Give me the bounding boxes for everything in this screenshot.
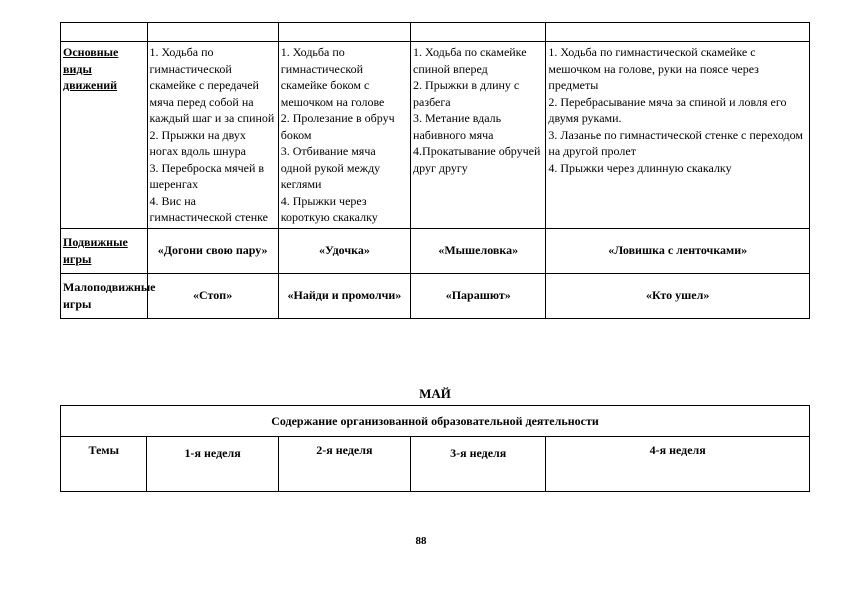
movement-item: 3. Переброска мячей в шеренгах [149,160,265,191]
movements-week-4 [546,42,810,229]
active-game-week-2: «Удочка» [278,228,410,273]
movement-item: 2. Прыжки на двух ногах вдоль шнура [149,127,246,158]
low-game-week-3: «Парашют» [411,273,546,318]
low-games-label: Малоподвижные игры [61,273,148,318]
empty-cell [61,23,148,42]
month-title: МАЙ [419,386,451,401]
movements-week-3 [411,42,546,229]
week-3-header: 3-я неделя [411,437,546,492]
movements-label: Основные виды движений [61,42,148,229]
movement-item: 4. Прыжки через короткую скакалку [280,193,378,224]
active-game-week-4: «Ловишка с ленточками» [546,228,810,273]
movement-item: 1. Ходьба по скамейке спиной вперед [413,45,527,76]
movements-week-2 [278,42,410,229]
week-1-header: 1-я неделя [147,437,278,492]
page-number: 88 [415,535,427,547]
content-header-row [61,406,810,437]
empty-cell [411,23,546,42]
movement-item: 4.Прокатывание обручей друг другу [413,144,541,175]
movement-item: 3. Метание вдаль набивного мяча [413,111,502,142]
empty-cell [278,23,410,42]
active-games-label: Подвижные игры [61,228,148,273]
movement-item: 1. Ходьба по гимнастической скамейке с мешочком на голове, руки на поясе через предметы [548,45,759,92]
movement-item: 1. Ходьба по гимнастической скамейке боком с мешочком на голове [280,45,385,109]
movement-item: 4. Вис на гимнастической стенке [149,193,268,224]
program-table [60,22,810,319]
active-games-row [61,228,810,273]
week-2-header: 2-я неделя [278,437,410,492]
empty-cell [546,23,810,42]
movement-item: 3. Отбивание мяча одной рукой между кеглями [280,144,381,191]
content-header: Содержание организованной образовательной деятельности [61,406,810,437]
low-game-week-2: «Найди и промолчи» [278,273,410,318]
low-games-row [61,273,810,318]
active-game-week-1: «Догони свою пару» [147,228,278,273]
table-header-row [61,23,810,42]
low-game-week-4: «Кто ушел» [546,273,810,318]
weeks-row [61,437,810,492]
themes-label: Темы [61,437,147,492]
movement-item: 4. Прыжки через длинную скакалку [548,160,732,175]
movement-item: 3. Лазанье по гимнастической стенке с переходом на другой пролет [548,127,803,158]
movement-item: 2. Прыжки в длину с разбега [413,78,520,109]
empty-cell [147,23,278,42]
active-game-week-3: «Мышеловка» [411,228,546,273]
movement-item: 1. Ходьба по гимнастической скамейке с передачей мяча перед собой на каждый шаг и за спиной [149,45,275,125]
movements-row [61,42,810,229]
week-4-header: 4-я неделя [546,437,810,492]
movements-week-1 [147,42,278,229]
movement-item: 2. Пролезание в обруч боком [280,111,395,142]
may-table [60,405,810,492]
low-game-week-1: «Стоп» [147,273,278,318]
movement-item: 2. Перебрасывание мяча за спиной и ловля его двумя руками. [548,94,787,125]
